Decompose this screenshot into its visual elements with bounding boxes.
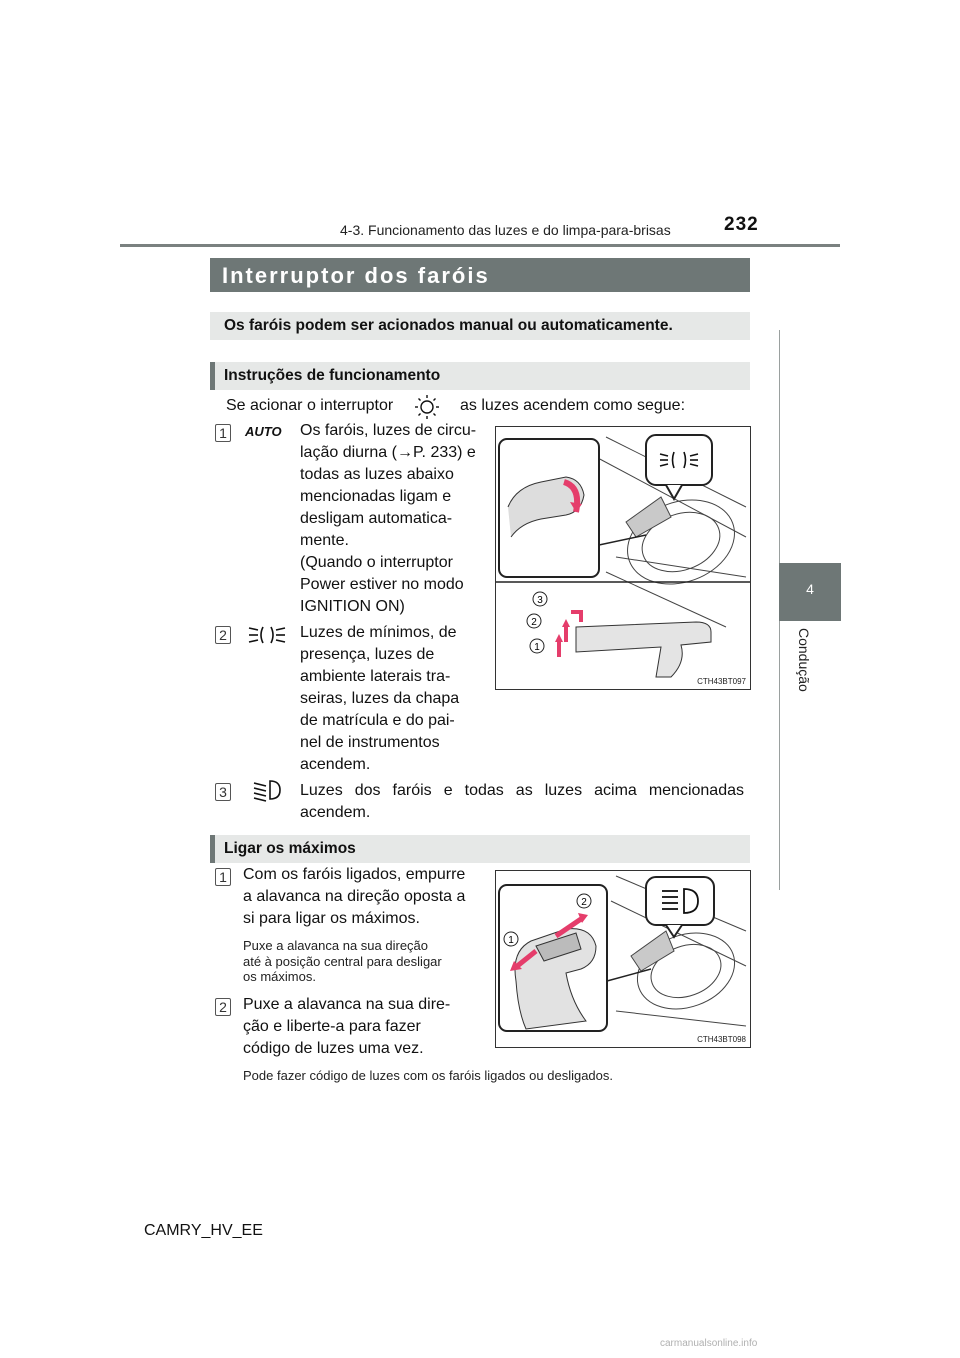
header-divider [120,244,840,247]
item-3-line: Luzes dos faróis e todas as luzes acima mencionadas [300,782,744,799]
chapter-label: Condução [796,628,812,692]
instructions-heading: Instruções de funcionamento [224,367,441,384]
figure-2-callout-1: 1 [508,935,514,946]
item-1-text [300,420,480,618]
footnote: Pode fazer código de luzes com os faróis ligados ou desligados. [243,1068,613,1083]
item-1-line: todas as luzes abaixo [300,466,454,483]
high-beam-item-1-text [243,864,479,930]
item-1-line: mencionadas ligam e [300,488,452,505]
auto-symbol: AUTO [245,424,282,439]
lead-before: Se acionar o interruptor [226,397,394,414]
item-1-line: desligam automatica- [300,510,453,527]
lead-after: as luzes acendem como segue: [460,397,686,414]
parking-light-icon [247,622,287,648]
item-1-line: IGNITION ON) [300,598,405,615]
watermark: carmanualsonline.info [660,1338,758,1349]
high-beam-line: ção e liberte-a para fazer [243,1018,421,1035]
high-beam-item-2-text [243,994,479,1060]
figure-1-callout-3: 3 [537,595,543,606]
figure-1-code: CTH43BT097 [697,677,746,686]
low-beam-icon [248,777,288,803]
high-beam-figure [495,870,751,1048]
headlight-switch-figure [495,426,751,690]
page-title-bar [210,258,750,292]
item-2-line: presença, luzes de [300,646,435,663]
step-number-1: 1 [215,424,231,442]
item-1-line: Os faróis, luzes de circu- [300,422,477,439]
high-beam-line: Com os faróis ligados, empurre [243,866,466,883]
high-beam-line: código de luzes uma vez. [243,1040,424,1057]
intro-bar [210,312,750,340]
figure-2-illustration [496,871,750,1047]
heading-accent [210,835,215,863]
figure-2-code: CTH43BT098 [697,1035,746,1044]
item-3-text [300,780,744,824]
figure-1-callout-1: 1 [534,642,540,653]
intro-text: Os faróis podem ser acionados manual ou automaticamente. [224,317,673,334]
high-beam-note [243,938,479,985]
figure-1-illustration [496,427,750,689]
page-title: Interruptor dos faróis [222,263,490,288]
page-number: 232 [724,214,759,235]
high-beam-heading: Ligar os máximos [224,840,356,857]
step-number-2: 2 [215,626,231,644]
heading-accent [210,362,215,390]
item-1-line: (Quando o interruptor [300,554,453,571]
item-3-line: acendem. [300,804,371,821]
document-id: CAMRY_HV_EE [144,1222,263,1239]
item-2-line: ambiente laterais tra- [300,668,451,685]
step-number-3: 3 [215,783,231,801]
note-line: Puxe a alavanca na sua direção [243,938,429,953]
item-2-line: acendem. [300,756,371,773]
high-beam-step-2: 2 [215,998,231,1016]
high-beam-step-1: 1 [215,868,231,886]
item-2-line: de matrícula e do pai- [300,712,455,729]
item-1-line: lação diurna (→P. 233) e [300,444,476,461]
figure-1-callout-2: 2 [531,617,537,628]
instructions-heading-bar [210,362,750,390]
item-2-text [300,622,480,776]
section-title: 4-3. Funcionamento das luzes e do limpa-para-brisas [340,222,671,238]
chapter-number: 4 [806,581,814,597]
note-line: os máximos. [243,969,316,984]
item-2-line: seiras, luzes da chapa [300,690,460,707]
item-2-line: nel de instrumentos [300,734,440,751]
high-beam-heading-bar [210,835,750,863]
high-beam-line: a alavanca na direção oposta a [243,888,466,905]
chapter-tab[interactable] [779,563,841,621]
item-2-line: Luzes de mínimos, de [300,624,457,641]
note-line: até à posição central para desligar [243,953,442,969]
high-beam-line: Puxe a alavanca na sua dire- [243,996,451,1013]
high-beam-line: si para ligar os máximos. [243,910,420,927]
item-1-line: Power estiver no modo [300,576,464,593]
light-switch-icon [412,394,442,420]
item-1-line: mente. [300,532,349,549]
figure-2-callout-2: 2 [581,897,587,908]
